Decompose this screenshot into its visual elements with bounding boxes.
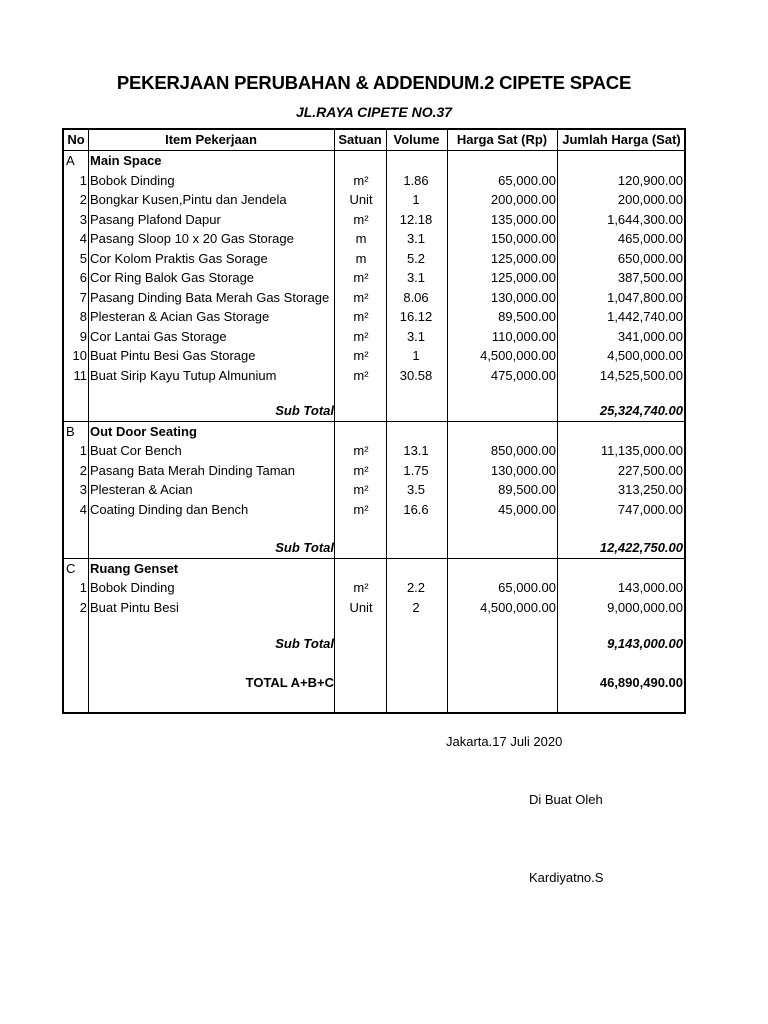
item-unit-price: 130,000.00 bbox=[490, 462, 556, 478]
item-no: 4 bbox=[79, 231, 87, 246]
item-name: Buat Pintu Besi bbox=[90, 599, 179, 615]
item-total: 465,000.00 bbox=[617, 231, 683, 246]
table-row bbox=[64, 327, 684, 347]
item-volume: 16.12 bbox=[399, 309, 433, 324]
item-total: 313,250.00 bbox=[617, 482, 683, 497]
item-unit-price: 135,000.00 bbox=[490, 211, 556, 227]
item-total: 120,900.00 bbox=[617, 172, 683, 188]
item-unit: m² bbox=[353, 501, 369, 517]
item-unit: Unit bbox=[349, 599, 373, 615]
subtotal-label: Sub Total bbox=[275, 636, 334, 651]
item-total: 1,644,300.00 bbox=[607, 211, 683, 227]
item-unit-price: 130,000.00 bbox=[490, 289, 556, 305]
item-no: 11 bbox=[73, 367, 87, 383]
table-row bbox=[64, 441, 684, 461]
item-total: 387,500.00 bbox=[617, 270, 683, 285]
grand-total-label: TOTAL A+B+C bbox=[245, 675, 334, 690]
section-header-row bbox=[64, 559, 684, 579]
item-no: 5 bbox=[79, 250, 87, 266]
table-row bbox=[64, 171, 684, 191]
item-name: Plesteran & Acian Gas Storage bbox=[90, 309, 270, 324]
item-name: Pasang Plafond Dapur bbox=[90, 211, 221, 227]
item-unit: m² bbox=[353, 482, 369, 497]
item-unit: m bbox=[355, 250, 367, 266]
item-unit-price: 89,500.00 bbox=[498, 482, 556, 497]
item-unit-price: 125,000.00 bbox=[490, 250, 556, 266]
item-total: 1,442,740.00 bbox=[607, 309, 683, 324]
item-unit: m² bbox=[353, 309, 369, 324]
item-unit-price: 475,000.00 bbox=[490, 367, 556, 383]
item-no: 6 bbox=[79, 270, 87, 285]
item-total: 11,135,000.00 bbox=[600, 443, 683, 458]
table-row bbox=[64, 578, 684, 598]
item-no: 2 bbox=[79, 462, 87, 478]
header-jumlah: Jumlah Harga (Sat) bbox=[562, 132, 681, 147]
section-header-row bbox=[64, 151, 684, 171]
section-code: C bbox=[66, 560, 76, 576]
item-unit: m² bbox=[353, 270, 369, 285]
signer-name: Kardiyatno.S bbox=[529, 870, 604, 885]
section-name: Main Space bbox=[90, 153, 162, 168]
subtotal-row bbox=[64, 538, 684, 558]
item-total: 341,000.00 bbox=[617, 328, 683, 344]
item-unit: m² bbox=[353, 172, 369, 188]
item-total: 1,047,800.00 bbox=[607, 289, 683, 305]
item-name: Bobok Dinding bbox=[90, 172, 175, 188]
item-name: Buat Sirip Kayu Tutup Almunium bbox=[90, 367, 277, 383]
item-unit-price: 850,000.00 bbox=[490, 443, 556, 458]
item-no: 9 bbox=[79, 328, 87, 344]
subtotal-label: Sub Total bbox=[275, 403, 334, 418]
item-volume: 1 bbox=[412, 192, 420, 207]
item-unit-price: 4,500,000.00 bbox=[480, 599, 556, 615]
document-subtitle: JL.RAYA CIPETE NO.37 bbox=[295, 104, 453, 120]
header-no: No bbox=[67, 132, 85, 147]
item-no: 3 bbox=[79, 211, 87, 227]
grand-total-value: 46,890,490.00 bbox=[599, 675, 683, 690]
item-unit: m² bbox=[353, 348, 369, 363]
item-no: 1 bbox=[79, 443, 87, 458]
item-name: Cor Kolom Praktis Gas Sorage bbox=[90, 250, 268, 266]
item-total: 650,000.00 bbox=[617, 250, 683, 266]
item-volume: 2 bbox=[412, 599, 420, 615]
item-total: 143,000.00 bbox=[617, 580, 683, 595]
table-row bbox=[64, 307, 684, 327]
item-unit: m² bbox=[353, 328, 369, 344]
item-unit: m² bbox=[353, 367, 369, 383]
item-volume: 1.86 bbox=[403, 172, 429, 188]
item-name: Buat Pintu Besi Gas Storage bbox=[90, 348, 256, 363]
grand-total-row bbox=[64, 673, 684, 693]
table-row bbox=[64, 500, 684, 520]
item-total: 200,000.00 bbox=[617, 192, 683, 207]
item-name: Plesteran & Acian bbox=[90, 482, 193, 497]
section-code: A bbox=[66, 153, 75, 168]
section-name: Out Door Seating bbox=[90, 423, 197, 439]
item-name: Buat Cor Bench bbox=[90, 443, 182, 458]
table-row bbox=[64, 249, 684, 269]
table-row bbox=[64, 598, 684, 618]
header-item: Item Pekerjaan bbox=[165, 132, 257, 147]
item-unit-price: 150,000.00 bbox=[490, 231, 556, 246]
subtotal-label: Sub Total bbox=[275, 540, 334, 555]
table-row bbox=[64, 210, 684, 230]
item-unit-price: 45,000.00 bbox=[498, 501, 556, 517]
table-row bbox=[64, 190, 684, 210]
item-name: Pasang Sloop 10 x 20 Gas Storage bbox=[90, 231, 294, 246]
table-row bbox=[64, 268, 684, 288]
made-by-label: Di Buat Oleh bbox=[529, 792, 603, 807]
item-volume: 3.1 bbox=[406, 328, 426, 344]
item-volume: 12.18 bbox=[399, 211, 433, 227]
item-total: 747,000.00 bbox=[617, 501, 683, 517]
item-no: 1 bbox=[79, 580, 87, 595]
item-no: 2 bbox=[79, 192, 87, 207]
item-unit: m bbox=[355, 231, 367, 246]
section-name: Ruang Genset bbox=[90, 560, 179, 576]
item-volume: 8.06 bbox=[403, 289, 429, 305]
subtotal-row bbox=[64, 634, 684, 654]
table-row bbox=[64, 366, 684, 386]
item-name: Bobok Dinding bbox=[90, 580, 175, 595]
document-title: PEKERJAAN PERUBAHAN & ADDENDUM.2 CIPETE SPACE bbox=[116, 72, 632, 93]
item-unit-price: 65,000.00 bbox=[498, 580, 556, 595]
table-row bbox=[64, 229, 684, 249]
header-volume: Volume bbox=[393, 132, 440, 147]
subtotal-row bbox=[64, 401, 684, 421]
item-total: 4,500,000.00 bbox=[607, 348, 683, 363]
item-name: Coating Dinding dan Bench bbox=[90, 501, 249, 517]
item-unit-price: 125,000.00 bbox=[490, 270, 556, 285]
item-no: 2 bbox=[79, 599, 87, 615]
item-unit: m² bbox=[353, 580, 369, 595]
table-header bbox=[64, 130, 684, 150]
item-name: Pasang Bata Merah Dinding Taman bbox=[90, 462, 295, 478]
item-unit-price: 200,000.00 bbox=[490, 192, 556, 207]
item-unit-price: 4,500,000.00 bbox=[480, 348, 556, 363]
header-harga: Harga Sat (Rp) bbox=[456, 132, 548, 147]
table-row bbox=[64, 288, 684, 308]
item-unit-price: 89,500.00 bbox=[498, 309, 556, 324]
item-volume: 2.2 bbox=[406, 580, 426, 595]
item-no: 4 bbox=[79, 501, 87, 517]
item-unit: m² bbox=[353, 462, 369, 478]
item-unit: m² bbox=[353, 211, 369, 227]
section-divider bbox=[64, 558, 684, 559]
table-row bbox=[64, 480, 684, 500]
item-name: Bongkar Kusen,Pintu dan Jendela bbox=[90, 192, 287, 207]
item-total: 14,525,500.00 bbox=[599, 367, 683, 383]
subtotal-value: 9,143,000.00 bbox=[607, 636, 683, 651]
cost-table bbox=[62, 128, 686, 714]
item-total: 9,000,000.00 bbox=[607, 599, 683, 615]
item-volume: 16.6 bbox=[403, 501, 429, 517]
place-date: Jakarta.17 Juli 2020 bbox=[446, 734, 563, 749]
item-no: 3 bbox=[79, 482, 87, 497]
section-divider bbox=[64, 421, 684, 422]
subtotal-value: 25,324,740.00 bbox=[599, 403, 683, 418]
item-volume: 1 bbox=[412, 348, 420, 363]
header-satuan: Satuan bbox=[338, 132, 382, 147]
item-volume: 30.58 bbox=[399, 367, 433, 383]
item-volume: 13.1 bbox=[403, 443, 429, 458]
table-row bbox=[64, 461, 684, 481]
item-volume: 3.1 bbox=[406, 231, 426, 246]
item-name: Cor Lantai Gas Storage bbox=[90, 328, 227, 344]
table-row bbox=[64, 346, 684, 366]
item-volume: 5.2 bbox=[406, 250, 426, 266]
item-no: 8 bbox=[79, 309, 87, 324]
item-name: Cor Ring Balok Gas Storage bbox=[90, 270, 255, 285]
subtotal-value: 12,422,750.00 bbox=[599, 540, 683, 555]
item-no: 1 bbox=[79, 172, 87, 188]
item-name: Pasang Dinding Bata Merah Gas Storage bbox=[90, 289, 330, 305]
item-unit-price: 110,000.00 bbox=[491, 328, 556, 344]
section-header-row bbox=[64, 422, 684, 442]
item-volume: 3.1 bbox=[406, 270, 426, 285]
section-code: B bbox=[66, 423, 75, 439]
item-unit: Unit bbox=[349, 192, 373, 207]
item-no: 7 bbox=[79, 289, 87, 305]
item-total: 227,500.00 bbox=[617, 462, 683, 478]
item-volume: 1.75 bbox=[403, 462, 429, 478]
item-unit: m² bbox=[353, 289, 369, 305]
item-unit-price: 65,000.00 bbox=[498, 172, 556, 188]
item-volume: 3.5 bbox=[406, 482, 426, 497]
item-no: 10 bbox=[72, 348, 87, 363]
item-unit: m² bbox=[353, 443, 369, 458]
